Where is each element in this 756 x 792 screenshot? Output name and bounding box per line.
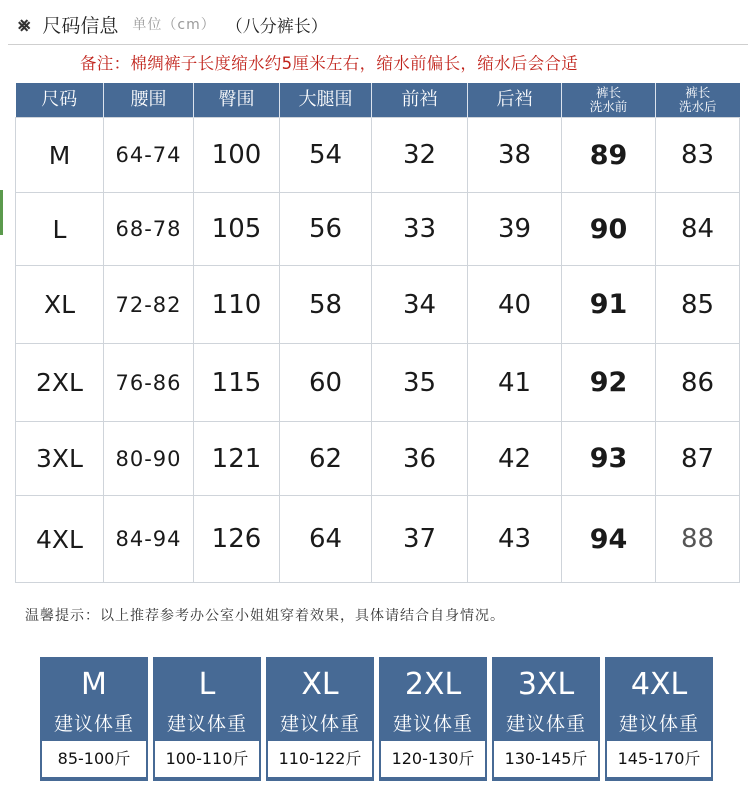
- hip-cell: 115: [194, 344, 280, 422]
- length-before-wash-cell: 91: [562, 266, 656, 344]
- weight-range: 85-100斤: [42, 741, 146, 777]
- weight-size: L: [198, 667, 216, 702]
- unit-label: 单位（cm）: [132, 17, 216, 33]
- back-rise-cell: 41: [468, 344, 562, 422]
- pants-type-label: （八分裤长）: [225, 16, 328, 37]
- thigh-cell: 64: [280, 496, 372, 583]
- hip-cell: 100: [194, 118, 280, 193]
- thigh-cell: 58: [280, 266, 372, 344]
- waist-cell: 80-90: [104, 422, 194, 496]
- col-header: 腰围: [104, 83, 194, 118]
- length-before-wash-cell: 94: [562, 496, 656, 583]
- col-header: 尺码: [16, 83, 104, 118]
- weight-label: 建议体重: [618, 713, 699, 735]
- back-rise-cell: 43: [468, 496, 562, 583]
- length-after-wash-cell: 86: [656, 344, 740, 422]
- length-before-wash-cell: 93: [562, 422, 656, 496]
- back-rise-cell: 40: [468, 266, 562, 344]
- col-header: 前裆: [372, 83, 468, 118]
- weight-size: M: [81, 667, 107, 702]
- weight-size: 4XL: [630, 667, 688, 702]
- table-row: [16, 193, 740, 266]
- thigh-cell: 54: [280, 118, 372, 193]
- waist-cell: 84-94: [104, 496, 194, 583]
- size-chart-table: [15, 83, 740, 583]
- thigh-cell: 56: [280, 193, 372, 266]
- col-header: 后裆: [468, 83, 562, 118]
- weight-recommendations: [40, 657, 713, 781]
- table-row: [16, 344, 740, 422]
- section-title: 尺码信息: [42, 14, 119, 37]
- front-rise-cell: 32: [372, 118, 468, 193]
- weight-label: 建议体重: [505, 713, 586, 735]
- size-cell: XL: [16, 266, 104, 344]
- weight-size: 2XL: [404, 667, 462, 702]
- table-header-row: [16, 83, 740, 118]
- front-rise-cell: 35: [372, 344, 468, 422]
- back-rise-cell: 38: [468, 118, 562, 193]
- front-rise-cell: 37: [372, 496, 468, 583]
- length-after-wash-cell: 87: [656, 422, 740, 496]
- waist-cell: 72-82: [104, 266, 194, 344]
- front-rise-cell: 33: [372, 193, 468, 266]
- length-after-wash-cell: 85: [656, 266, 740, 344]
- length-before-wash-cell: 92: [562, 344, 656, 422]
- reference-tip: 温馨提示：以上推荐参考办公室小姐姐穿着效果，具体请结合自身情况。: [25, 608, 505, 624]
- weight-range: 145-170斤: [607, 741, 711, 777]
- weight-range: 110-122斤: [268, 741, 372, 777]
- weight-box-3xl: [492, 657, 600, 781]
- header-divider: [8, 44, 748, 45]
- weight-size: 3XL: [517, 667, 575, 702]
- weight-label: 建议体重: [279, 713, 360, 735]
- weight-range: 120-130斤: [381, 741, 485, 777]
- hip-cell: 121: [194, 422, 280, 496]
- size-cell: 4XL: [16, 496, 104, 583]
- length-after-wash-cell: 83: [656, 118, 740, 193]
- length-before-wash-cell: 89: [562, 118, 656, 193]
- table-row: [16, 496, 740, 583]
- weight-size: XL: [301, 667, 339, 702]
- table-row: [16, 118, 740, 193]
- shrink-note: 备注：棉绸裤子长度缩水约5厘米左右，缩水前偏长，缩水后会合适: [80, 54, 578, 73]
- weight-box-xl: [266, 657, 374, 781]
- weight-range: 100-110斤: [155, 741, 259, 777]
- weight-label: 建议体重: [392, 713, 473, 735]
- table-row: [16, 266, 740, 344]
- weight-label: 建议体重: [166, 713, 247, 735]
- col-header: 裤长 洗水前: [562, 83, 656, 118]
- col-header: 大腿围: [280, 83, 372, 118]
- length-before-wash-cell: 90: [562, 193, 656, 266]
- table-row: [16, 422, 740, 496]
- thigh-cell: 62: [280, 422, 372, 496]
- weight-range: 130-145斤: [494, 741, 598, 777]
- weight-box-m: [40, 657, 148, 781]
- size-cell: M: [16, 118, 104, 193]
- size-cell: L: [16, 193, 104, 266]
- back-rise-cell: 39: [468, 193, 562, 266]
- edge-accent: [0, 190, 3, 235]
- hip-cell: 105: [194, 193, 280, 266]
- col-header: 裤长 洗水后: [656, 83, 740, 118]
- hip-cell: 110: [194, 266, 280, 344]
- waist-cell: 64-74: [104, 118, 194, 193]
- size-cell: 2XL: [16, 344, 104, 422]
- weight-label: 建议体重: [53, 713, 134, 735]
- thigh-cell: 60: [280, 344, 372, 422]
- section-header: [18, 10, 328, 38]
- waist-cell: 76-86: [104, 344, 194, 422]
- weight-box-2xl: [379, 657, 487, 781]
- size-cell: 3XL: [16, 422, 104, 496]
- hip-cell: 126: [194, 496, 280, 583]
- length-after-wash-cell: 84: [656, 193, 740, 266]
- back-rise-cell: 42: [468, 422, 562, 496]
- weight-box-4xl: [605, 657, 713, 781]
- col-header: 臀围: [194, 83, 280, 118]
- waist-cell: 68-78: [104, 193, 194, 266]
- ruler-icon: ⨳: [18, 12, 31, 36]
- weight-box-l: [153, 657, 261, 781]
- length-after-wash-cell: 88: [656, 496, 740, 583]
- front-rise-cell: 34: [372, 266, 468, 344]
- front-rise-cell: 36: [372, 422, 468, 496]
